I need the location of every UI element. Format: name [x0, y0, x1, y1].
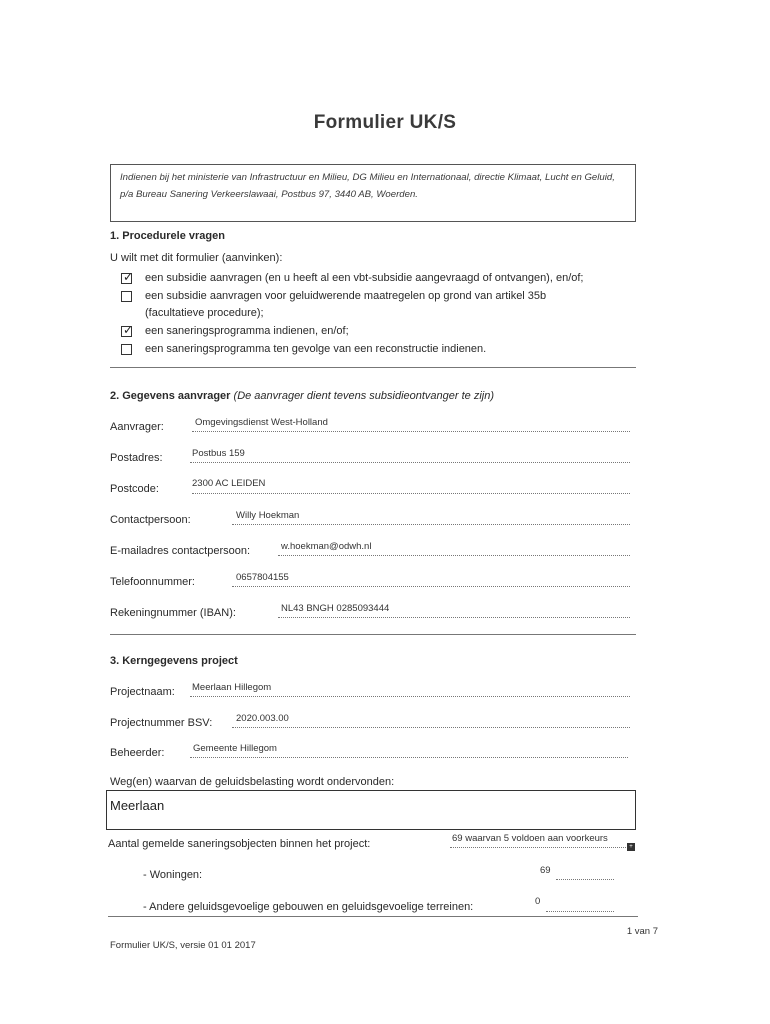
contactpersoon-label: Contactpersoon: — [110, 514, 191, 526]
dotted-line — [190, 462, 630, 463]
option-subsidie-35b-label-cont: (facultatieve procedure); — [145, 307, 264, 319]
checkmark-icon: ✓ — [123, 270, 134, 284]
woningen-label: - Woningen: — [143, 869, 203, 881]
checkbox-reconstructie[interactable] — [121, 344, 132, 355]
section-1-intro: U wilt met dit formulier (aanvinken): — [110, 252, 283, 264]
dotted-line — [232, 524, 630, 525]
divider — [110, 367, 636, 368]
dotted-line — [232, 586, 630, 587]
projectnummer-label: Projectnummer BSV: — [110, 717, 213, 729]
dotted-line — [192, 493, 630, 494]
andere-value[interactable]: 0 — [535, 896, 541, 907]
beheerder-label: Beheerder: — [110, 747, 165, 759]
section-2-heading-note: (De aanvrager dient tevens subsidieontvanger te zijn) — [233, 390, 495, 402]
postcode-value[interactable]: 2300 AC LEIDEN — [192, 478, 266, 489]
dotted-line — [278, 555, 630, 556]
projectnaam-label: Projectnaam: — [110, 686, 175, 698]
section-2-heading: 2. Gegevens aanvrager (De aanvrager dient tevens subsidieontvanger te zijn) — [110, 390, 495, 402]
option-subsidie-35b-label: een subsidie aanvragen voor geluidwerende maatregelen op grond van artikel 35b — [145, 290, 547, 302]
form-version: Formulier UK/S, versie 01 01 2017 — [110, 940, 256, 951]
dotted-line — [278, 617, 630, 618]
postadres-value[interactable]: Postbus 159 — [192, 448, 245, 459]
dotted-line — [192, 431, 630, 432]
contactpersoon-value[interactable]: Willy Hoekman — [236, 510, 300, 521]
dotted-line — [556, 879, 614, 880]
page-title: Formulier UK/S — [313, 112, 457, 133]
dotted-line — [450, 847, 626, 848]
wegen-value: Meerlaan — [110, 798, 165, 813]
divider — [110, 634, 636, 635]
aanvrager-label: Aanvrager: — [110, 421, 164, 433]
projectnaam-value[interactable]: Meerlaan Hillegom — [192, 682, 272, 693]
iban-value[interactable]: NL43 BNGH 0285093444 — [281, 603, 390, 614]
email-label: E-mailadres contactpersoon: — [110, 545, 251, 557]
postcode-label: Postcode: — [110, 483, 159, 495]
section-3-heading: 3. Kerngegevens project — [110, 655, 238, 667]
aantal-value[interactable]: 69 waarvan 5 voldoen aan voorkeurs — [452, 833, 608, 844]
dotted-line — [232, 727, 630, 728]
beheerder-value[interactable]: Gemeente Hillegom — [193, 743, 277, 754]
telefoonnummer-label: Telefoonnummer: — [110, 576, 195, 588]
overflow-marker-icon: + — [627, 843, 635, 851]
info-text: Indienen bij het ministerie van Infrastructuur en Milieu, DG Milieu en Internationaal, directie Klimaat, Lucht en Geluid, p/a Bureau Sanering Verkeerslawaai, Postbus 97, 3440 AB, Woerden. — [120, 172, 615, 200]
dotted-line — [546, 911, 614, 912]
option-reconstructie-label: een saneringsprogramma ten gevolge van een reconstructie indienen. — [145, 343, 487, 355]
projectnummer-value[interactable]: 2020.003.00 — [236, 713, 289, 724]
iban-label: Rekeningnummer (IBAN): — [110, 607, 236, 619]
option-saneringsprogramma-label: een saneringsprogramma indienen, en/of; — [145, 325, 349, 337]
checkbox-subsidie-35b[interactable] — [121, 291, 132, 302]
checkmark-icon: ✓ — [123, 323, 134, 337]
dotted-line — [190, 696, 630, 697]
page-number: 1 van 7 — [626, 926, 658, 937]
checkbox-subsidie-vbt[interactable] — [121, 270, 134, 284]
andere-label: - Andere geluidsgevoelige gebouwen en geluidsgevoelige terreinen: — [143, 901, 474, 913]
option-subsidie-vbt-label: een subsidie aanvragen (en u heeft al een vbt-subsidie aangevraagd of ontvangen), en/of; — [145, 272, 584, 284]
aanvrager-value[interactable]: Omgevingsdienst West-Holland — [195, 417, 328, 428]
email-value[interactable]: w.hoekman@odwh.nl — [281, 541, 372, 552]
wegen-field[interactable] — [106, 790, 636, 830]
section-1-heading: 1. Procedurele vragen — [110, 230, 225, 242]
woningen-value[interactable]: 69 — [540, 865, 551, 876]
checkbox-saneringsprogramma[interactable] — [121, 323, 134, 337]
aantal-label: Aantal gemelde saneringsobjecten binnen het project: — [108, 838, 371, 850]
divider — [108, 916, 638, 917]
telefoonnummer-value[interactable]: 0657804155 — [236, 572, 289, 583]
wegen-label: Weg(en) waarvan de geluidsbelasting wordt ondervonden: — [110, 776, 395, 788]
postadres-label: Postadres: — [110, 452, 163, 464]
dotted-line — [190, 757, 628, 758]
